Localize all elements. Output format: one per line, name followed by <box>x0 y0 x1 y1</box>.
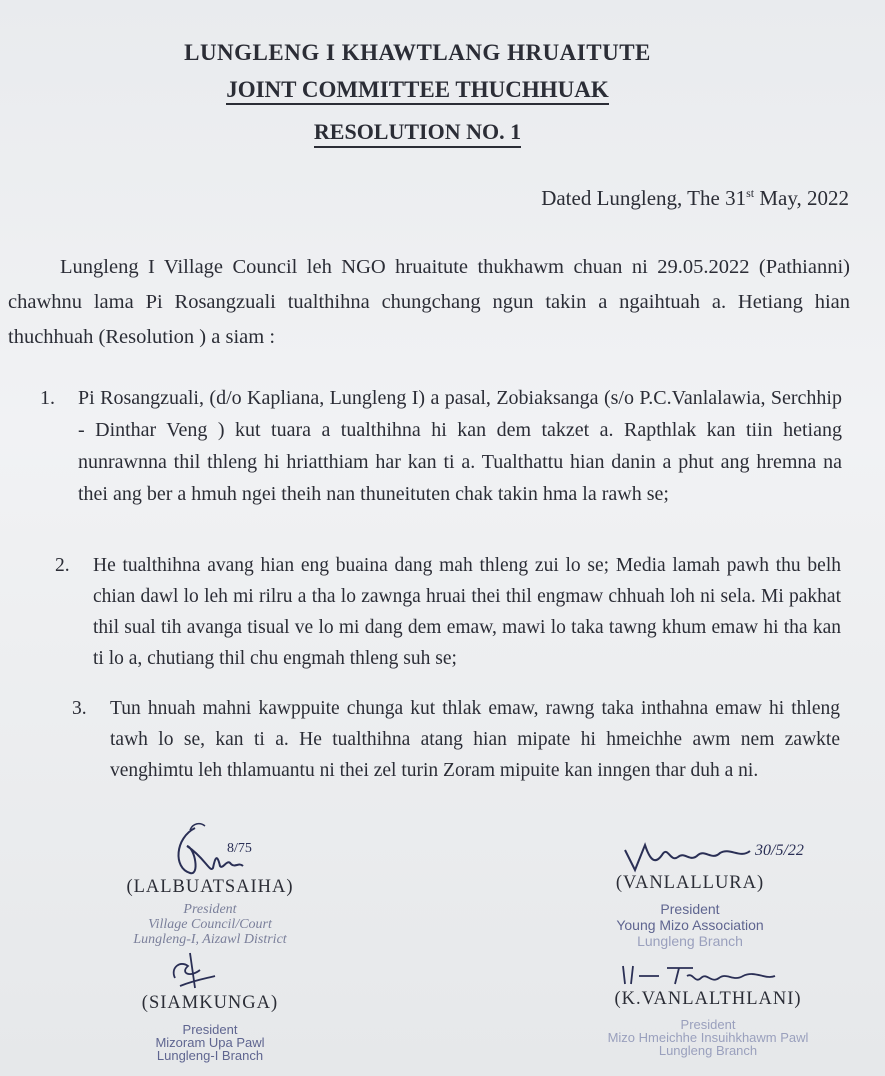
signatory-name: (LALBUATSAIHA) <box>126 877 294 897</box>
signatory-right-top <box>590 873 790 949</box>
stamp-line: President <box>680 1017 736 1032</box>
stamp-line: President <box>182 1022 238 1037</box>
stamp-line: Lungleng-I Branch <box>156 1048 264 1063</box>
signatory-right-bottom <box>598 989 818 1057</box>
signatory-name: (SIAMKUNGA) <box>141 993 279 1013</box>
resolution-title-text: RESOLUTION NO. 1 <box>314 119 521 148</box>
date-rest: May, 2022 <box>754 186 849 210</box>
official-stamp <box>110 1023 310 1062</box>
signature-vanlallura <box>620 815 835 875</box>
stamp-line: President <box>660 901 720 917</box>
date-prefix: Dated Lungleng, The 31 <box>541 186 747 210</box>
stamp-line: Village Council/Court <box>148 917 272 932</box>
resolution-item <box>72 693 840 786</box>
signature-k-vanlalthlani <box>615 958 785 990</box>
official-stamp <box>590 901 790 949</box>
document-date <box>541 186 849 211</box>
sign-date-left: 8/75 <box>227 841 252 856</box>
stamp-line: Lungleng Branch <box>658 1043 758 1058</box>
committee-title <box>0 77 860 103</box>
item-text: Pi Rosangzuali, (d/o Kapliana, Lungleng I) a pasal, Zobiaksanga (s/o P.C.Vanlalawia, Serchhip - Dinthar Veng ) kut tuara a tualthihna hi kan dem takzet a. Rapthlak kan tiin hetiang nunrawnna thil thleng hi hriatthiam har kan ti a. Tualthattu hian danin a phut ang hremna na thei ang ber a hmuh ngei theih nan thuneituten chak takin hma la rawh se; <box>78 387 842 505</box>
stamp-line: Mizoram Upa Pawl <box>155 1035 265 1050</box>
signatory-name: (VANLALLURA) <box>615 873 765 893</box>
sign-date-right: 30/5/22 <box>755 842 804 859</box>
stamp-line: Lungleng-I, Aizawl District <box>133 932 287 947</box>
resolution-title <box>0 119 860 145</box>
resolution-item <box>40 382 842 510</box>
signatory-left-bottom <box>110 993 310 1062</box>
stamp-line: Mizo Hmeichhe Insuihkhawm Pawl <box>607 1030 809 1045</box>
official-stamp <box>598 1018 818 1057</box>
stamp-line: Young Mizo Association <box>616 917 764 933</box>
item-text: Tun hnuah mahni kawppuite chunga kut thlak emaw, rawng taka inthahna emaw hi thleng tawh lo se, kan ti a. He tualthihna atang hian mipate hi hmeichhe awm nem zawkte venghimtu leh thlamuantu ni thei zel turin Zoram mipuite kan inngen thar duh a ni. <box>110 698 840 781</box>
date-suffix: st <box>746 186 755 200</box>
item-number: 3. <box>72 698 87 719</box>
signature-siamkunga <box>160 948 230 993</box>
signatory-left-top <box>110 877 310 947</box>
official-stamp <box>110 902 310 947</box>
organization-title: LUNGLENG I KHAWTLANG HRUAITUTE <box>184 40 651 65</box>
stamp-line: President <box>183 902 237 917</box>
item-number: 1. <box>40 387 55 409</box>
item-number: 2. <box>55 555 70 576</box>
item-text: He tualthihna avang hian eng buaina dang mah thleng zui lo se; Media lamah pawh thu belh chian dawl lo leh mi rilru a tha lo zawnga hruai thei thil engmaw chhuah loh ni sela. Mi pakhat thil sual tih avanga tisual ve lo mi dang dem emaw, mawi lo taka tawng khum emaw hi tha kan ti lo a, chutiang thil chu engmah thleng suh se; <box>93 555 841 669</box>
stamp-line: Lungleng Branch <box>637 933 743 949</box>
signatory-name: (K.VANLALTHLANI) <box>614 989 802 1009</box>
committee-title-text: JOINT COMMITTEE THUCHHUAK <box>226 77 609 105</box>
intro-paragraph: Lungleng I Village Council leh NGO hruaitute thukhawm chuan ni 29.05.2022 (Pathianni) chawhnu lama Pi Rosangzuali tualthihna chungchang ngun takin a ngaihtuah a. Hetiang hian thuchhuah (Resolution ) a siam : <box>8 256 850 348</box>
resolution-item <box>55 550 841 674</box>
